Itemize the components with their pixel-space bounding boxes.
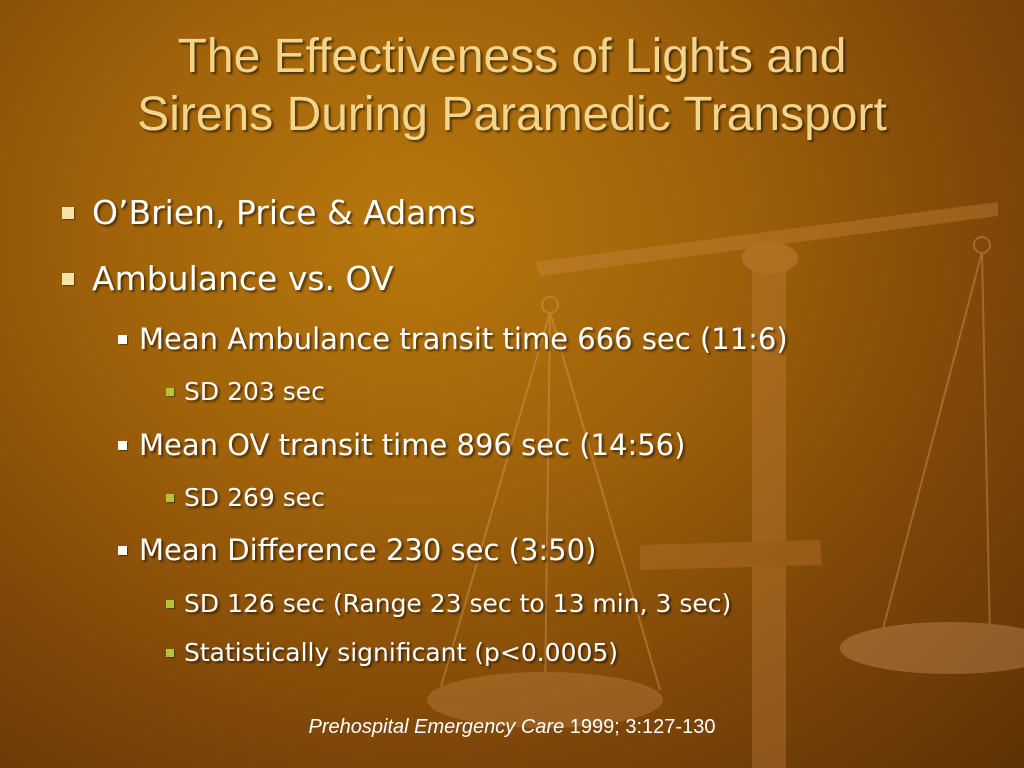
bullet-item: [166, 589, 731, 618]
bullet-text: Mean Difference 230 sec (3:50): [139, 533, 597, 567]
square-bullet-icon: [166, 649, 174, 657]
bullet-item: [166, 377, 325, 406]
bullet-text: SD 269 sec: [184, 483, 325, 512]
citation-journal: Prehospital Emergency Care: [308, 716, 565, 738]
bullet-text: Statistically significant (p<0.0005): [184, 638, 619, 667]
square-bullet-icon: [166, 388, 174, 396]
bullet-item: [118, 533, 596, 567]
title-line-1: The Effectiveness of Lights and: [177, 30, 847, 83]
bullet-item: [166, 483, 325, 512]
bullet-item: [62, 193, 476, 232]
square-bullet-icon: [118, 335, 127, 344]
square-bullet-icon: [166, 600, 174, 608]
bullet-item: [62, 259, 394, 298]
bullet-text: SD 126 sec (Range 23 sec to 13 min, 3 sec): [184, 589, 732, 618]
bullet-text: O’Brien, Price & Adams: [92, 193, 476, 232]
square-bullet-icon: [62, 207, 74, 219]
bullet-text: Mean Ambulance transit time 666 sec (11:6): [139, 322, 788, 356]
square-bullet-icon: [166, 494, 174, 502]
bullet-text: Ambulance vs. OV: [92, 259, 394, 298]
square-bullet-icon: [118, 546, 127, 555]
citation: [0, 716, 1024, 739]
title-line-2: Sirens During Paramedic Transport: [137, 88, 887, 141]
bullet-text: Mean OV transit time 896 sec (14:56): [139, 428, 686, 462]
bullet-item: [166, 638, 618, 667]
bullet-item: [118, 428, 685, 462]
square-bullet-icon: [62, 273, 74, 285]
bullet-text: SD 203 sec: [184, 377, 325, 406]
citation-details: 1999; 3:127-130: [564, 716, 716, 738]
square-bullet-icon: [118, 441, 127, 450]
bullet-item: [118, 322, 788, 356]
